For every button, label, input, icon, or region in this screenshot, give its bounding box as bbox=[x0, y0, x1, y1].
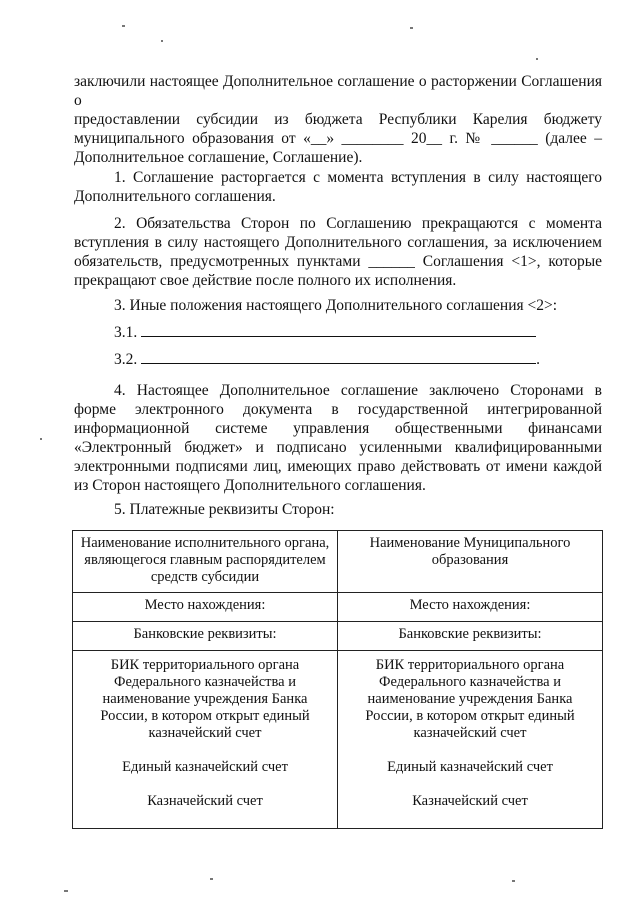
table-row bbox=[73, 622, 603, 651]
clause-line: из Сторон настоящего Дополнительного соглашения. bbox=[74, 477, 426, 494]
table-row bbox=[73, 651, 603, 829]
cell-text: Банковские реквизиты: bbox=[398, 626, 542, 642]
scan-speck bbox=[512, 880, 515, 882]
scan-speck bbox=[161, 40, 163, 42]
cell-text: Наименование исполнительного органа, являющегося главным распорядителем средств субсидии bbox=[80, 535, 330, 585]
right-details-cell bbox=[338, 651, 603, 829]
table-row bbox=[73, 531, 603, 593]
treasury-account-text: Казначейский счет bbox=[412, 793, 528, 809]
spacer bbox=[79, 776, 331, 793]
scan-speck bbox=[122, 25, 125, 27]
right-header-cell bbox=[338, 531, 603, 593]
right-bank-cell bbox=[338, 622, 603, 651]
clause-4 bbox=[74, 381, 602, 495]
clause-2 bbox=[74, 214, 602, 290]
clause-line: прекращают свое действие после полного их исполнения. bbox=[74, 272, 457, 289]
intro-line: заключили настоящее Дополнительное соглашение о расторжении Соглашения о bbox=[74, 73, 602, 109]
clause-3 bbox=[74, 296, 602, 315]
single-account-text: Единый казначейский счет bbox=[387, 759, 553, 775]
clause-3-1 bbox=[114, 323, 536, 342]
clause-line: 1. Соглашение расторгается с момента вступления в силу настоящего bbox=[114, 169, 602, 186]
left-details-cell bbox=[73, 651, 338, 829]
scan-speck bbox=[40, 438, 42, 440]
clause-line: 4. Настоящее Дополнительное соглашение заключено Сторонами в bbox=[114, 382, 602, 399]
scan-speck bbox=[64, 890, 68, 892]
clause-line: «Электронный бюджет» и подписано усиленными квалифицированными bbox=[74, 439, 602, 456]
intro-line: предоставлении субсидии из бюджета Республики Карелия бюджету bbox=[74, 111, 602, 128]
spacer bbox=[344, 776, 596, 793]
clause-line: информационной системе управления общественными финансами bbox=[74, 420, 602, 437]
cell-text: Наименование Муниципального образования bbox=[369, 535, 571, 568]
clause-1 bbox=[74, 168, 602, 206]
left-bank-cell bbox=[73, 622, 338, 651]
bik-text: БИК территориального органа Федерального казначейства и наименование учреждения Банка России, в котором открыт единый казначейский счет bbox=[365, 657, 575, 741]
treasury-account-text: Казначейский счет bbox=[147, 793, 263, 809]
clause-line: обязательств, предусмотренных пунктами ______ Соглашения <1>, которые bbox=[74, 253, 602, 270]
scan-speck bbox=[536, 58, 538, 60]
clause-line: Дополнительного соглашения. bbox=[74, 188, 276, 205]
item-end-dot: . bbox=[536, 351, 540, 368]
spacer bbox=[79, 742, 331, 759]
single-account-text: Единый казначейский счет bbox=[122, 759, 288, 775]
intro-line: Дополнительное соглашение, Соглашение). bbox=[74, 149, 363, 166]
cell-text: Место нахождения: bbox=[144, 597, 266, 613]
intro-line: муниципального образования от «__» ________ 20__ г. № ______ (далее – bbox=[74, 130, 602, 147]
item-number: 3.1. bbox=[114, 324, 138, 341]
intro-paragraph bbox=[74, 72, 602, 167]
clause-line: 5. Платежные реквизиты Сторон: bbox=[114, 501, 335, 518]
left-header-cell bbox=[73, 531, 338, 593]
clause-line: 2. Обязательства Сторон по Соглашению прекращаются с момента bbox=[114, 215, 602, 232]
left-location-cell bbox=[73, 593, 338, 622]
blank-line bbox=[141, 351, 536, 364]
clause-5 bbox=[74, 500, 602, 519]
blank-line bbox=[141, 324, 536, 337]
table-row bbox=[73, 593, 603, 622]
bik-text: БИК территориального органа Федерального казначейства и наименование учреждения Банка России, в котором открыт единый казначейский счет bbox=[100, 657, 310, 741]
clause-line: 3. Иные положения настоящего Дополнительного соглашения <2>: bbox=[114, 297, 558, 314]
clause-3-2 bbox=[114, 350, 540, 369]
clause-line: электронными подписями лиц, имеющих право действовать от имени каждой bbox=[74, 458, 602, 475]
scan-speck bbox=[210, 878, 213, 880]
requisites-table bbox=[72, 530, 603, 829]
item-number: 3.2. bbox=[114, 351, 138, 368]
scan-speck bbox=[410, 27, 413, 29]
clause-line: форме электронного документа в государственной интегрированной bbox=[74, 401, 602, 418]
cell-text: Банковские реквизиты: bbox=[133, 626, 277, 642]
spacer bbox=[344, 742, 596, 759]
clause-line: вступления в силу настоящего Дополнительного соглашения, за исключением bbox=[74, 234, 602, 251]
right-location-cell bbox=[338, 593, 603, 622]
cell-text: Место нахождения: bbox=[409, 597, 531, 613]
